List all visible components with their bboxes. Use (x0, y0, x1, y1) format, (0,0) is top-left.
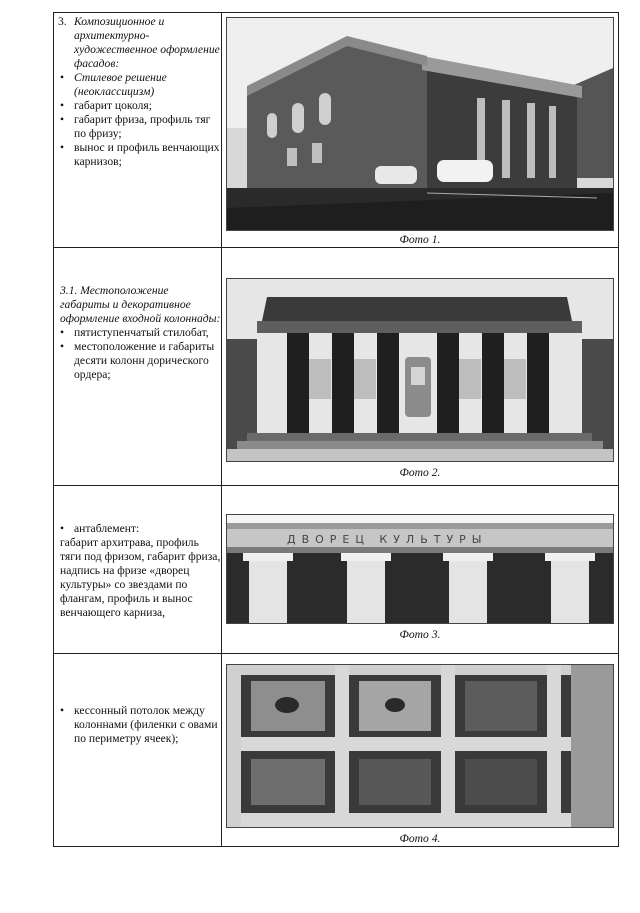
row1-photo-cell (222, 13, 619, 248)
list-item: • пятиступенчатый стилобат, (58, 326, 221, 340)
row-ceiling (54, 654, 619, 847)
row3-text-cell (54, 486, 222, 654)
row4-photo-cell (222, 654, 619, 847)
list-item: • антаблемент: (58, 522, 221, 536)
list-item: • габарит фриза, профиль тяг по фризу; (58, 113, 221, 141)
row2-photo-cell (222, 248, 619, 486)
list-item: • Стилевое решение (неоклассицизм) (58, 71, 221, 99)
description-table (53, 12, 619, 847)
photo-4-caption: Фото 4. (399, 832, 441, 845)
photo-1 (226, 17, 614, 231)
row-entablature (54, 486, 619, 654)
photo-4 (226, 664, 614, 828)
list-item: • габарит цоколя; (58, 99, 221, 113)
section31-title: 3.1. Местоположение габариты и декоративное оформление входной колоннады: (60, 284, 221, 325)
photo-2 (226, 278, 614, 462)
entablature-list (54, 522, 221, 536)
photo-1-caption: Фото 1. (399, 233, 441, 246)
row3-photo-cell (222, 486, 619, 654)
section31-list (54, 326, 221, 382)
photo-3 (226, 514, 614, 624)
photo-2-caption: Фото 2. (399, 466, 441, 479)
row1-text-cell (54, 13, 222, 248)
section3-header (54, 15, 221, 71)
section3-list (54, 71, 221, 169)
row-colonnade (54, 248, 619, 486)
list-item: • вынос и профиль венчающих карнизов; (58, 141, 221, 169)
list-item: • местоположение и габариты десяти колонн дорического ордера; (58, 340, 221, 382)
section3-number: 3. (58, 15, 67, 28)
ceiling-list (54, 704, 221, 746)
frieze-inscription: ДВОРЕЦ КУЛЬТУРЫ (287, 533, 488, 546)
list-item: • кессонный потолок между колоннами (филенки с овами по периметру ячеек); (58, 704, 221, 746)
photo-3-caption: Фото 3. (399, 628, 441, 641)
row2-text-cell (54, 248, 222, 486)
entablature-description: габарит архитрава, профиль тяги под фризом, габарит фриза, надпись на фризе «дворец культуры» со звездами по флангам, профиль и вынос венчающего карниза, (60, 536, 221, 619)
row-facades (54, 13, 619, 248)
row4-text-cell (54, 654, 222, 847)
section3-title: Композиционное и архитектурно-художественное оформление фасадов: (74, 15, 220, 70)
